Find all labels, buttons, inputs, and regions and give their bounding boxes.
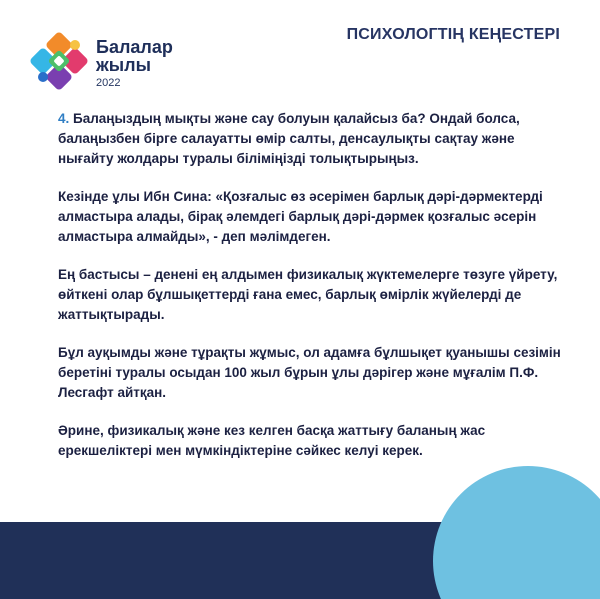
- logo-title-line2: жылы: [96, 55, 151, 75]
- paragraph-5: Әрине, физикалық және кез келген басқа жаттығу баланың жас ерекшеліктері мен мүмкіндіктеріне сәйкес келуі керек.: [58, 423, 486, 458]
- logo-text: [96, 38, 173, 90]
- paragraph-2: Кезінде ұлы Ибн Сина: «Қозғалыс өз әсерімен барлық дәрі-дәрмектерді алмастыра алады, бірақ әлемдегі барлық дәрі-дәрмек қозғалыс әсерін алмастыра алмайды», - деп мәлімдеген.: [58, 189, 543, 244]
- paragraph-1: [58, 109, 568, 169]
- logo-year: 2022: [96, 77, 121, 89]
- decorative-blue-circle: [433, 466, 600, 599]
- logo-title-line1: Балалар: [96, 37, 173, 57]
- balalar-zhyly-logo-icon: [30, 32, 88, 90]
- advice-content: [58, 109, 568, 479]
- paragraph-4: Бұл ауқымды және тұрақты жұмыс, ол адамға бұлшықет қуанышы сезімін беретіні туралы осыдан 100 жыл бұрын ұлы дәрігер және мұғалім П.Ф. Лесгафт айтқан.: [58, 345, 561, 400]
- paragraph-1-text: Балаңыздың мықты және сау болуын қалайсыз ба? Ондай болса, балаңызбен бірге салауатты өмір салты, денсаулықты сақтау және нығайту жолдары туралы біліміңізді толықтырыңыз.: [58, 111, 520, 166]
- section-title: ПСИХОЛОГТІҢ КЕҢЕСТЕРІ: [346, 26, 560, 43]
- paragraph-3: Ең бастысы – денені ең алдымен физикалық жүктемелерге төзуге үйрету, өйткені олар бұлшықеттерді ғана емес, барлық өмірлік жүйелерді де жаттықтырады.: [58, 267, 558, 322]
- advice-number: 4.: [58, 111, 70, 126]
